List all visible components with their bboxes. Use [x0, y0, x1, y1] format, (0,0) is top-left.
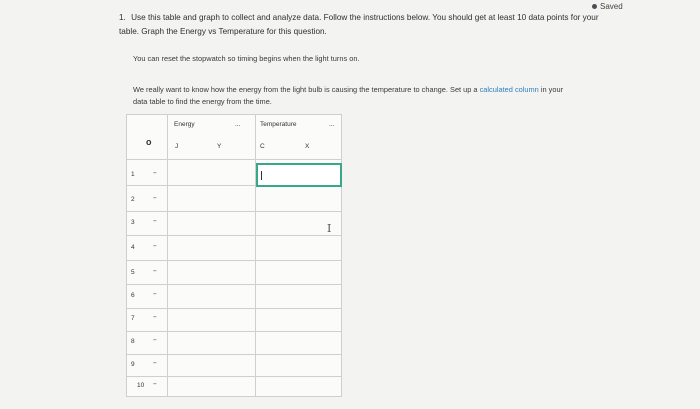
column-header-temperature[interactable]: Temperature	[260, 121, 297, 128]
column-header-row	[127, 121, 341, 135]
energy-note	[133, 84, 573, 108]
row-number: 8	[131, 338, 135, 345]
saved-label: Saved	[600, 2, 623, 11]
grid-line	[127, 331, 341, 332]
temperature-axis[interactable]: X	[305, 143, 310, 150]
row-number: 3	[131, 219, 135, 226]
row-number: 6	[131, 292, 135, 299]
row-marker[interactable]: --	[153, 195, 156, 202]
row-number: 9	[131, 361, 135, 368]
stopwatch-note: You can reset the stopwatch so timing begins when the light turns on.	[133, 54, 360, 63]
row-marker[interactable]: --	[153, 268, 156, 275]
question-text	[119, 11, 599, 39]
energy-note-before: We really want to know how the energy from the light bulb is causing the temperature to change. Set up a	[133, 85, 478, 94]
grid-line	[127, 211, 341, 212]
text-cursor	[261, 171, 262, 180]
row-marker[interactable]: --	[153, 170, 156, 177]
column-unit-row	[127, 137, 341, 157]
grid-line	[127, 308, 341, 309]
row-marker[interactable]: --	[153, 291, 156, 298]
energy-unit[interactable]: J	[175, 143, 179, 150]
circle-icon[interactable]: o	[146, 137, 152, 147]
mouse-ibeam-cursor-icon: I	[327, 222, 332, 235]
energy-axis[interactable]: Y	[217, 143, 222, 150]
calculated-column-link[interactable]: calculated column	[479, 85, 539, 94]
temperature-unit[interactable]: C	[260, 143, 265, 150]
grid-line	[127, 284, 341, 285]
row-marker[interactable]: --	[153, 381, 156, 388]
row-number: 4	[131, 244, 135, 251]
row-marker[interactable]: --	[153, 243, 156, 250]
grid-line	[127, 376, 341, 377]
grid-line	[127, 159, 341, 160]
row-number: 7	[131, 315, 135, 322]
grid-line	[127, 235, 341, 236]
temperature-menu-icon[interactable]: ...	[329, 121, 335, 128]
saved-dot-icon	[592, 4, 597, 9]
energy-menu-icon[interactable]: ...	[235, 121, 241, 128]
question-number: 1.	[119, 13, 126, 22]
question-body: Use this table and graph to collect and analyze data. Follow the instructions below. You should get at least 10 data points for your table. Graph the Energy vs Temperature for this question.	[119, 13, 599, 36]
column-header-energy[interactable]: Energy	[174, 121, 195, 128]
active-cell-temperature-1[interactable]	[256, 163, 342, 187]
grid-line	[127, 260, 341, 261]
data-table[interactable]	[126, 114, 342, 397]
energy-note-after: in your data table to find the energy from the time.	[133, 85, 564, 106]
row-number: 1	[131, 171, 135, 178]
grid-line	[127, 354, 341, 355]
saved-status	[592, 2, 623, 11]
row-number: 5	[131, 269, 135, 276]
row-marker[interactable]: --	[153, 360, 156, 367]
row-number: 2	[131, 196, 135, 203]
row-marker[interactable]: --	[153, 218, 156, 225]
row-number: 10	[137, 382, 145, 389]
row-marker[interactable]: --	[153, 337, 156, 344]
row-marker[interactable]: --	[153, 314, 156, 321]
